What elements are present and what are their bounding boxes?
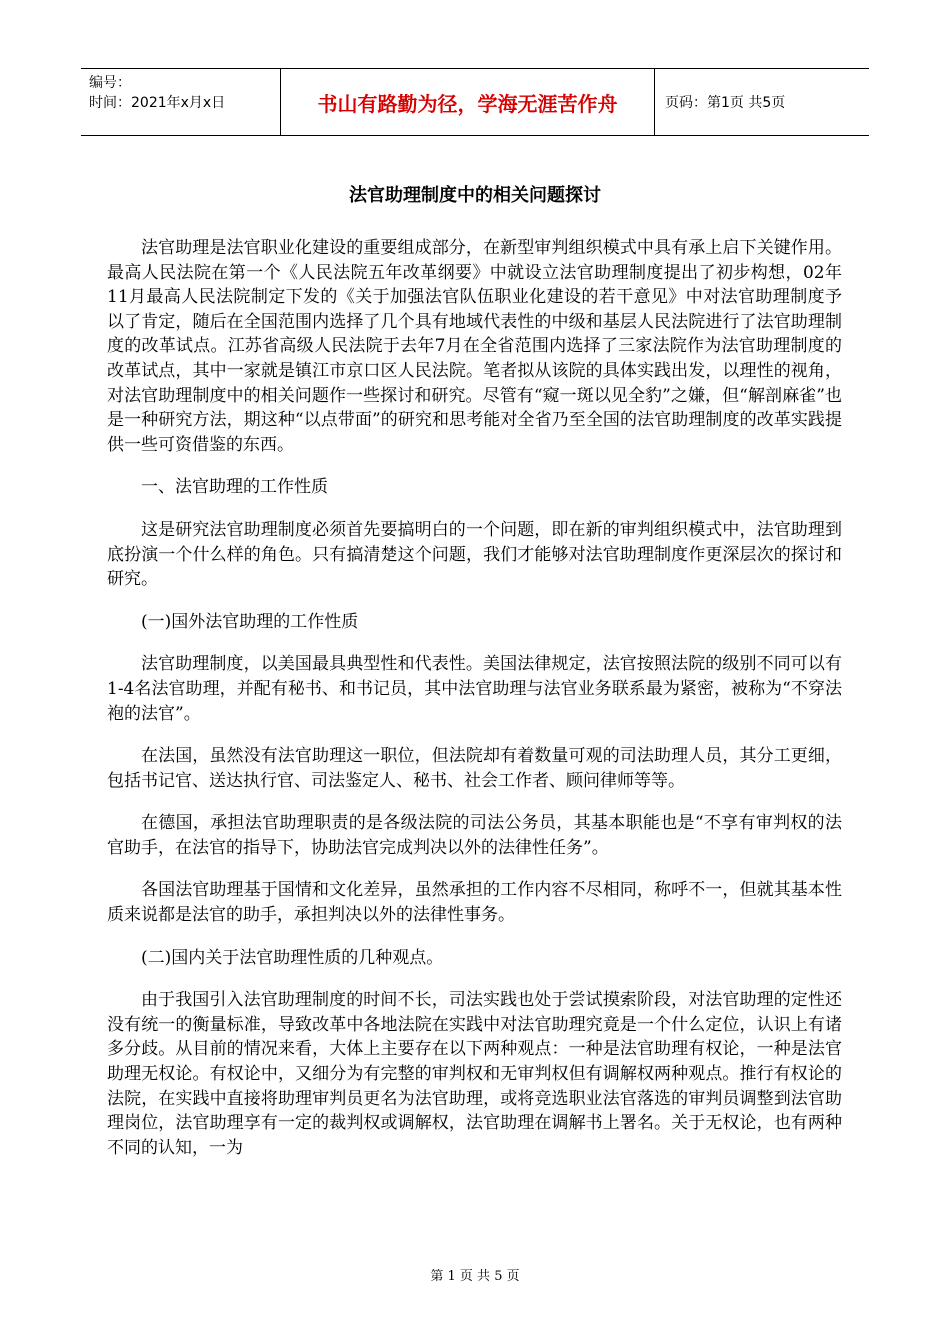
page-footer: 第 1 页 共 5 页 <box>430 1269 520 1284</box>
header-slogan: 书山有路勤为径，学海无涯苦作舟 <box>281 69 655 135</box>
paragraph: 各国法官助理基于国情和文化差异，虽然承担的工作内容不尽相同，称呼不一，但就其基本性质来说都是法官的助手，承担判决以外的法律性事务。 <box>107 880 842 926</box>
document-number-label: 编号： <box>89 75 131 91</box>
paragraph: 这是研究法官助理制度必须首先要搞明白的一个问题，即在新的审判组织模式中，法官助理到底扮演一个什么样的角色。只有搞清楚这个问题，我们才能够对法官助理制度作更深层次的探讨和研究。 <box>107 519 842 590</box>
paragraph-intro: 法官助理是法官职业化建设的重要组成部分，在新型审判组织模式中具有承上启下关键作用。最高人民法院在第一个《人民法院五年改革纲要》中就设立法官助理制度提出了初步构想，02年11月最高人民法院制定下发的《关于加强法官队伍职业化建设的若干意见》中对法官助理制度予以了肯定，随后在全国范围内选择了几个具有地域代表性的中级和基层人民法院进行了法官助理制度的改革试点。江苏省高级人民法院于去年7月在全省范围内选择了三家法院作为法官助理制度的改革试点，其中一家就是镇江市京口区人民法院。笔者拟从该院的具体实践出发，以理性的视角，对法官助理制度中的相关问题作一些探讨和研究。尽管有“窥一斑以见全豹”之嫌，但“解剖麻雀”也是一种研究方法，期这种“以点带面”的研究和思考能对全省乃至全国的法官助理制度的改革实践提供一些可资借鉴的东西。 <box>107 238 842 455</box>
subsection-heading-2: (二)国内关于法官助理性质的几种观点。 <box>141 947 444 968</box>
document-body <box>107 236 842 1178</box>
paragraph: 在德国，承担法官助理职责的是各级法院的司法公务员，其基本职能也是“不享有审判权的法官助手，在法官的指导下，协助法官完成判决以外的法律性任务”。 <box>107 813 842 858</box>
paragraph: 由于我国引入法官助理制度的时间不长，司法实践也处于尝试摸索阶段，对法官助理的定性还没有统一的衡量标准，导致改革中各地法院在实践中对法官助理究竟是一个什么定位，认识上有诸多分歧。从目前的情况来看，大体上主要存在以下两种观点：一种是法官助理有权论，一种是法官助理无权论。有权论中，又细分为有完整的审判权和无审判权但有调解权两种观点。推行有权论的法院，在实践中直接将助理审判员更名为法官助理，或将竞选职业法官落选的审判员调整到法官助理岗位，法官助理享有一定的裁判权或调解权，法官助理在调解书上署名。关于无权论，也有两种不同的认知，一为 <box>107 990 842 1158</box>
document-header <box>81 68 869 136</box>
document-date-label: 时间：2021年x月x日 <box>89 95 226 111</box>
paragraph: 法官助理制度，以美国最具典型性和代表性。美国法律规定，法官按照法院的级别不同可以有1-4名法官助理，并配有秘书、和书记员，其中法官助理与法官业务联系最为紧密，被称为“不穿法袍的法官”。 <box>107 654 842 724</box>
subsection-heading-1: (一)国外法官助理的工作性质 <box>141 611 359 632</box>
section-heading-1: 一、法官助理的工作性质 <box>141 477 328 498</box>
header-page-info: 页码：第1页 共5页 <box>665 95 786 111</box>
document-title: 法官助理制度中的相关问题探讨 <box>349 185 601 206</box>
paragraph: 在法国，虽然没有法官助理这一职位，但法院却有着数量可观的司法助理人员，其分工更细，包括书记官、送达执行官、司法鉴定人、秘书、社会工作者、顾问律师等等。 <box>107 746 842 791</box>
header-meta-cell <box>81 69 281 135</box>
